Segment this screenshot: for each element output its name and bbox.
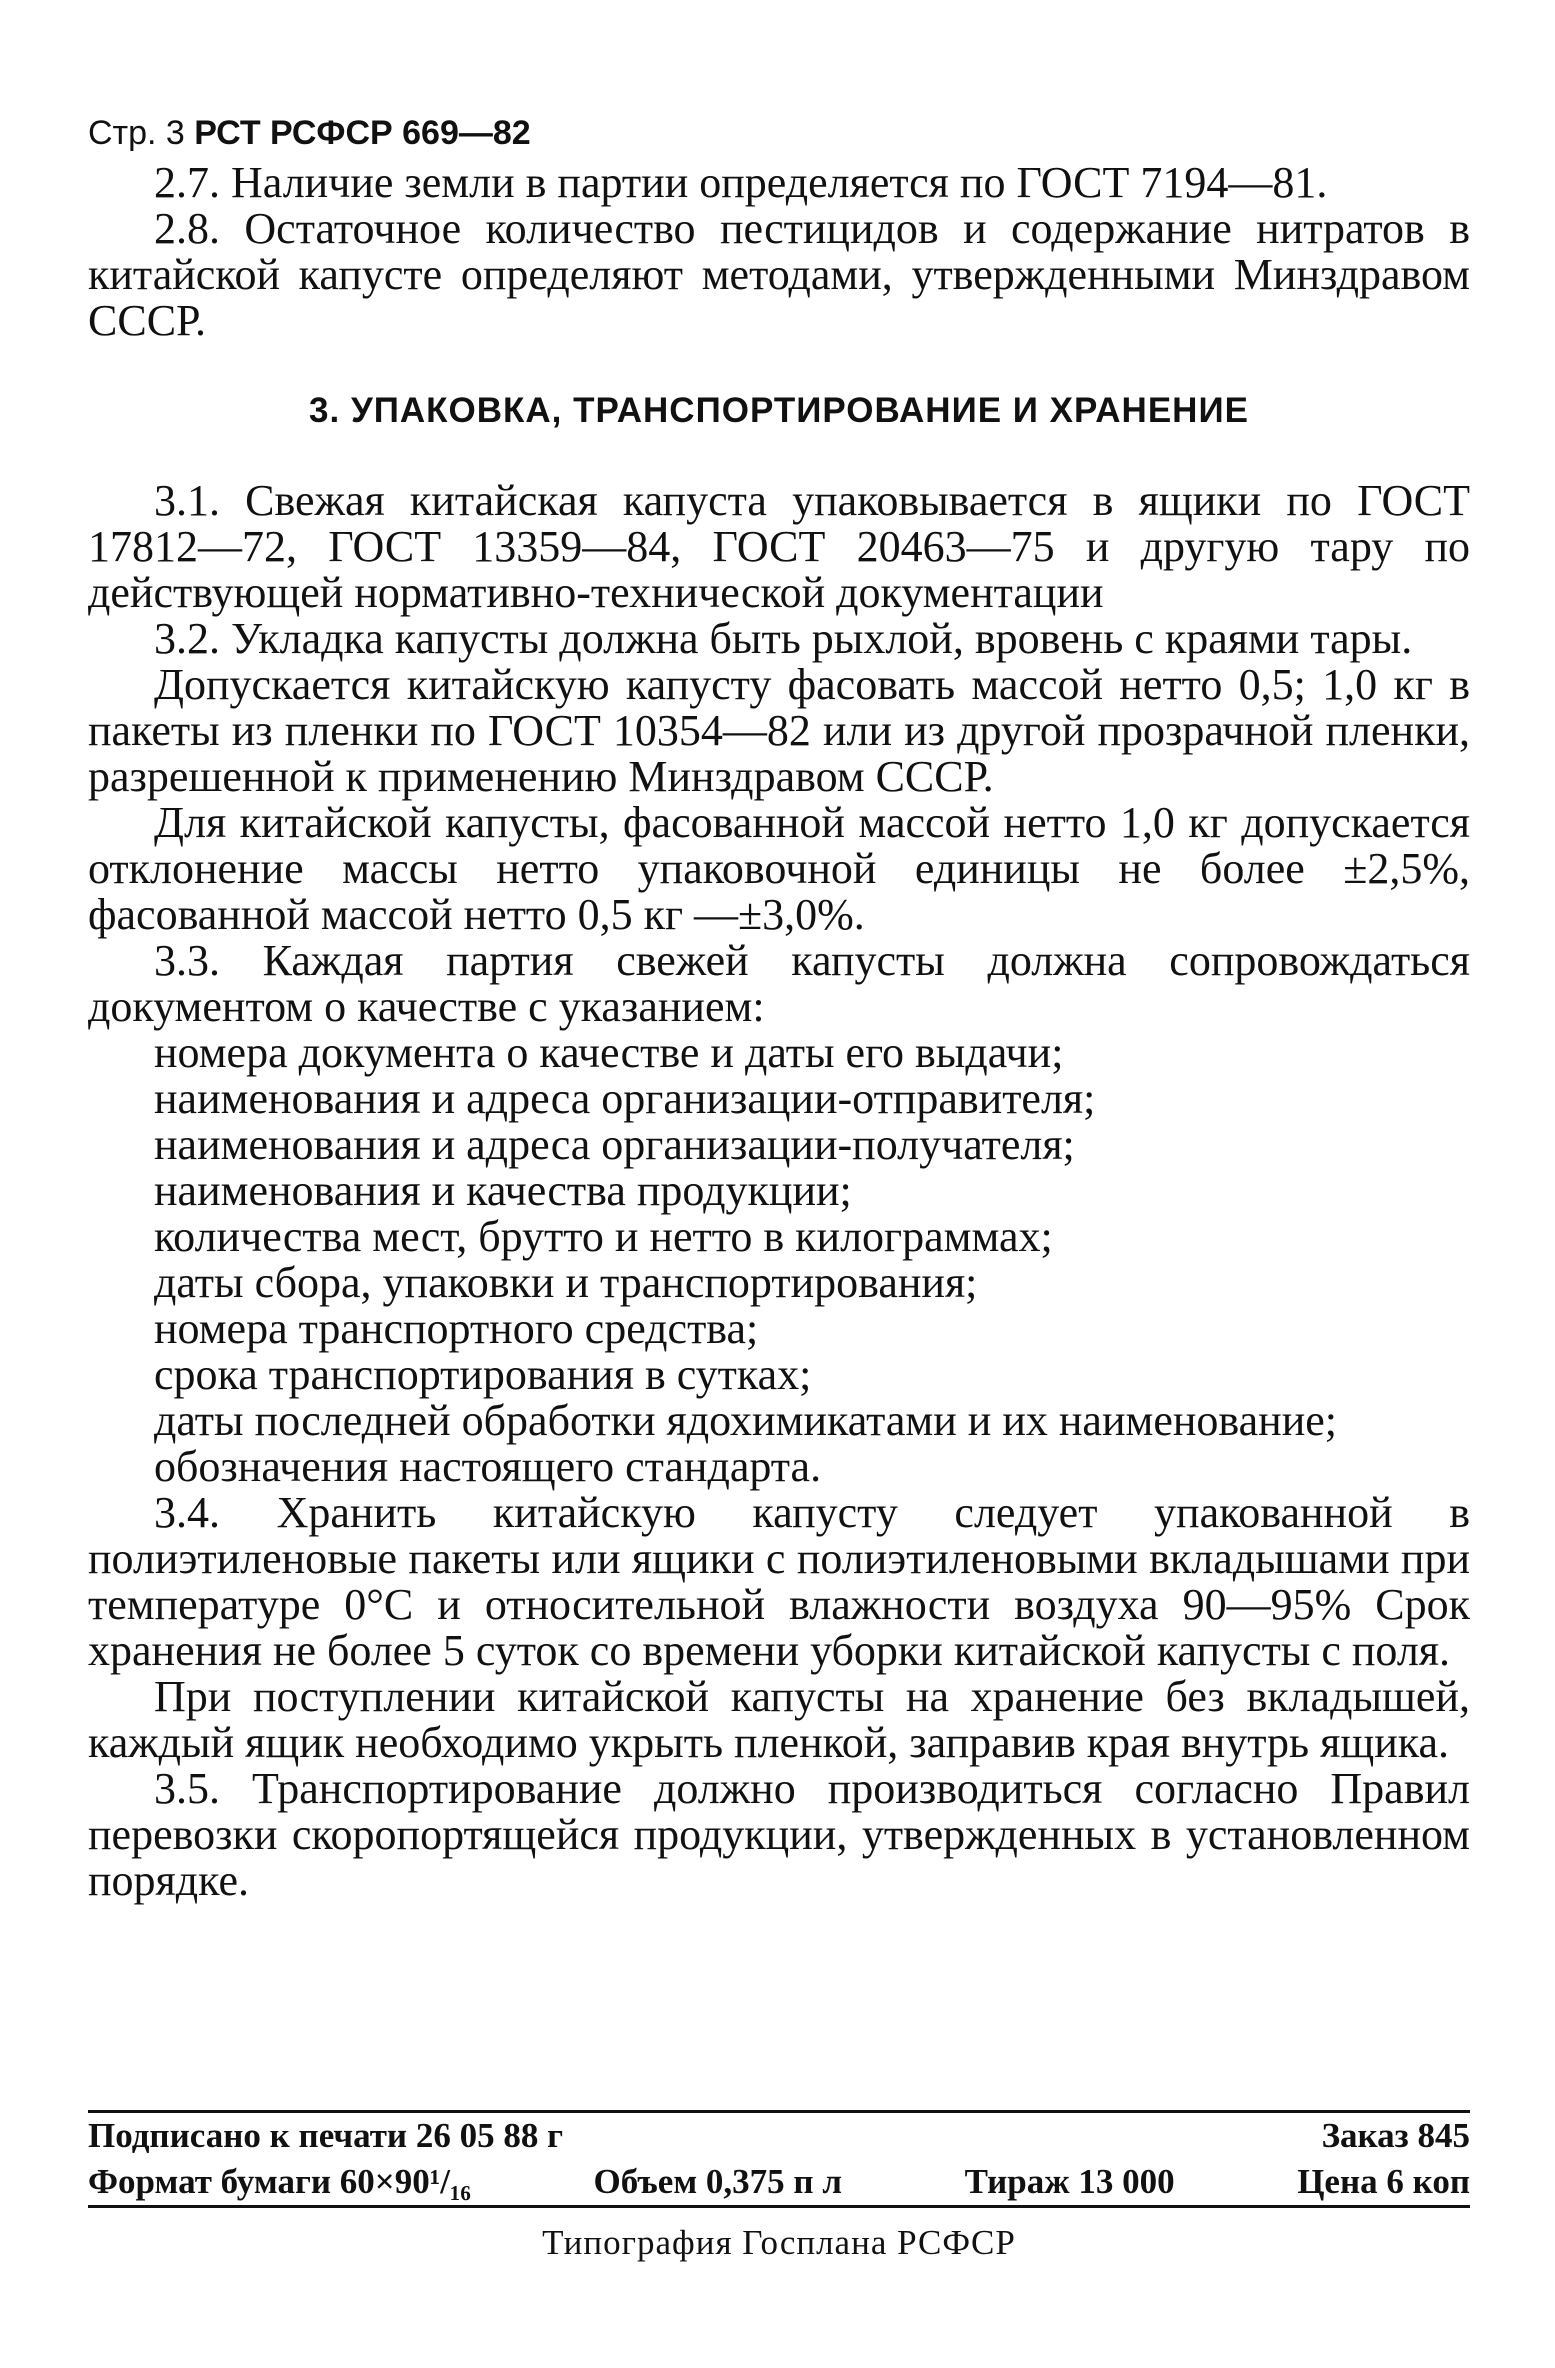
paragraph-2-8: 2.8. Остаточное количество пестицидов и содержание нитратов в китайской капусте определяют методами, утвержденными Минздравом СССР. (88, 204, 1470, 345)
list-item: наименования и качества продукции; (154, 1166, 852, 1215)
paragraph-3-5: 3.5. Транспортирование должно производиться согласно Правил перевозки скоропортящейся продукции, утвержденных в установленном порядке. (88, 1764, 1470, 1905)
list-item: срока транспортирования в сутках; (154, 1350, 812, 1399)
list-item: номера документа о качестве и даты его выдачи; (154, 1028, 1064, 1077)
paper-format: Формат бумаги 60×90¹/₁₆ (88, 2162, 471, 2201)
paragraph-3-1: 3.1. Свежая китайская капуста упаковывается в ящики по ГОСТ 17812—72, ГОСТ 13359—84, ГОСТ 20463—75 и другую тару по действующей нормативно-технической документации (88, 476, 1470, 617)
paragraph-3-2-tolerance: Для китайской капусты, фасованной массой нетто 1,0 кг допускается отклонение массы нетто упаковочной единицы не более ±2,5%, фасованной массой нетто 0,5 кг —±3,0%. (88, 798, 1470, 939)
list-item: обозначения настоящего стандарта. (154, 1442, 822, 1491)
standard-code: РСТ РСФСР 669—82 (194, 114, 531, 152)
paragraph-2-7: 2.7. Наличие земли в партии определяется по ГОСТ 7194—81. (154, 158, 1328, 207)
paragraph-3-4-note: При поступлении китайской капусты на хранение без вкладышей, каждый ящик необходимо укрыть пленкой, заправив края внутрь ящика. (88, 1672, 1470, 1767)
list-item: даты последней обработки ядохимикатами и их наименование; (154, 1396, 1337, 1445)
page-header (88, 110, 1470, 160)
price: Цена 6 коп (1297, 2162, 1470, 2201)
paragraph-3-2: 3.2. Укладка капусты должна быть рыхлой, вровень с краями тары. (154, 614, 1413, 663)
paragraph-3-3: 3.3. Каждая партия свежей капусты должна сопровождаться документом о качестве с указанием: (88, 936, 1470, 1031)
printer-name: Типография Госплана РСФСР (542, 2223, 1016, 2262)
imprint-block (88, 2110, 1470, 2266)
document-page (88, 110, 1470, 1904)
document-body (88, 160, 1470, 1904)
list-item: даты сбора, упаковки и транспортирования; (154, 1258, 978, 1307)
imprint-bottom-rule (88, 2205, 1470, 2208)
paragraph-3-2-packaging: Допускается китайскую капусту фасовать массой нетто 0,5; 1,0 кг в пакеты из пленки по ГОСТ 10354—82 или из другой прозрачной пленки, разрешенной к применению Минздравом СССР. (88, 660, 1470, 801)
imprint-row-1 (88, 2113, 1470, 2159)
list-item: количества мест, брутто и нетто в килограммах; (154, 1212, 1053, 1261)
quality-document-list (88, 1030, 1470, 1490)
list-item: номера транспортного средства; (154, 1304, 759, 1353)
page-number: Стр. 3 (88, 114, 185, 152)
signed-for-print: Подписано к печати 26 05 88 г (88, 2116, 563, 2155)
section-title: 3. УПАКОВКА, ТРАНСПОРТИРОВАНИЕ И ХРАНЕНИЕ (309, 391, 1249, 430)
list-item: наименования и адреса организации-получателя; (154, 1120, 1075, 1169)
list-item: наименования и адреса организации-отправителя; (154, 1074, 1096, 1123)
print-run: Тираж 13 000 (964, 2162, 1175, 2201)
imprint-row-2 (88, 2159, 1470, 2205)
paragraph-3-4: 3.4. Хранить китайскую капусту следует упакованной в полиэтиленовые пакеты или ящики с полиэтиленовыми вкладышами при температуре 0°С и относительной влажности воздуха 90—95% Срок хранения не более 5 суток со времени уборки китайской капусты с поля. (88, 1488, 1470, 1675)
order-number: Заказ 845 (1321, 2116, 1470, 2155)
volume: Объем 0,375 п л (593, 2162, 842, 2201)
